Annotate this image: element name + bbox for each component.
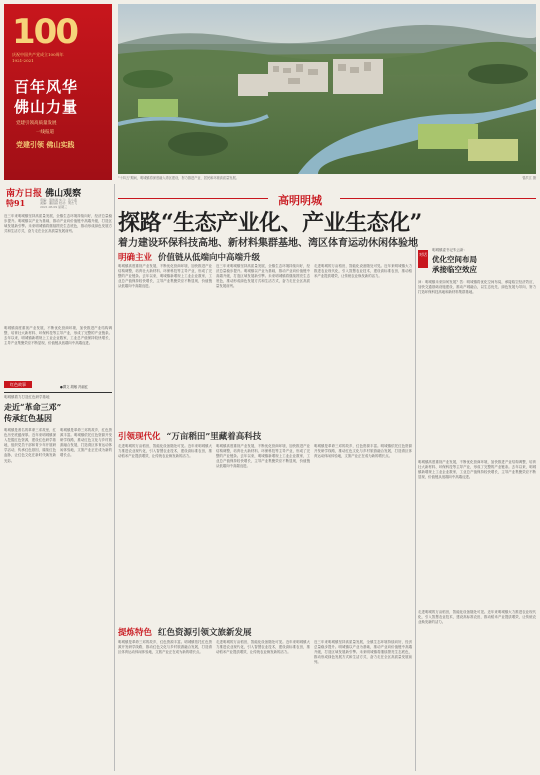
- banner-slogan: 党建引领 佛山实践: [16, 140, 75, 149]
- editor-meta: 责编：蔡伟鸿 实习：张小燕 美编：潘昌超 校对：周志飞 2021.06.09 星期三: [40, 198, 77, 209]
- left-body-1: 明城镇是著名的革命三邓故里，红色历史底蕴深厚。近年来明城镇深入挖掘红色资源，建设红色研学基地，组织党员干部和青少年开展研学活动，传承红色基因，赓续红色血脉，让红色文化在新时代焕发新光彩。: [4, 428, 56, 463]
- interview-body-3: 走进明城的万亩稻田，智能化设备随处可见。近年来明城镇大力推进农业现代化，引入智慧农业技术，建设高标准农田，推动稻米产业提质增效，让传统农业焕发新的活力。: [418, 610, 536, 625]
- section-2-col3: 明城镇是革命三邓的故乡，红色资源丰富。明城镇依托红色资源开发研学线路，推动红色文化与乡村旅游融合发展，打造湾区体育运动休闲体验地，文旅产业正在成为新的增长点。: [314, 444, 412, 459]
- kicker-rule-right: [340, 198, 536, 199]
- interview-title-1: 优化空间布局: [432, 255, 477, 264]
- section-3-col1: 明城镇是革命三邓的故乡，红色资源丰富。明城镇依托红色资源开发研学线路，推动红色文化与乡村旅游融合发展，打造湾区体育运动休闲体验地，文旅产业正在成为新的增长点。: [118, 640, 212, 655]
- section-2-title: 引领现代化 “万亩稻田”里藏着高科技: [118, 432, 262, 442]
- divider: [4, 392, 112, 393]
- section-3-col3: 近三年来明城镇坚持高质量发展，全镇生态环境持续向好，经济总量稳步提升。明城镇以产业为基础，推动产业向价值链中高端升级，打造区域发展新引擎。未来明城镇将继续擦亮生态底色，推动形成绿色发展方式和生活方式，奋力走在全区高质量发展前列。: [314, 640, 412, 665]
- left-title-2: 传承红色基因: [4, 413, 52, 423]
- left-kicker: 明城镇着力打造红色研学基地: [4, 395, 50, 399]
- section-2-col1: 走进明城的万亩稻田，智能化设备随处可见。近年来明城镇大力推进农业现代化，引入智慧农业技术，建设高标准农田，推动稻米产业提质增效，让传统农业焕发新的活力。: [118, 444, 212, 459]
- left-body-2: 明城镇是革命三邓的故乡，红色资源丰富。明城镇依托红色资源开发研学线路，推动红色文化与乡村旅游融合发展，打造湾区体育运动休闲体验地，文旅产业正在成为新的增长点。: [60, 428, 112, 458]
- banner-subtitle: 庆祝中国共产党成立100周年 1921-2021: [12, 52, 64, 63]
- interview-label: 明城镇委书记朱云新：: [432, 248, 467, 252]
- subheadline: 着力建设环保科技高地、新材料集群基地、湾区体育运动休闲体验地: [118, 238, 418, 249]
- kicker: 高明明城: [278, 194, 322, 207]
- aerial-landscape-image: [118, 4, 536, 174]
- interview-body-2: 明城镇高度重视产业发展，不断优化营商环境，加快推进产业结构调整，培育壮大新材料、环保科技等主导产业，形成了完整的产业链条。去年以来，明城镇新增规上工业企业数家，工业总产值保持较快增长，主导产业集聚效应不断显现，价值链从低端向中高端迈进。: [418, 460, 536, 480]
- left-column-rule: [114, 184, 115, 771]
- photo-caption: "十四五"期间，明城镇将深度融入湾区建设，努力推进产业、居民和环境高质量发展。 曾洪江 摄: [118, 176, 536, 180]
- aerial-photo: [118, 4, 536, 174]
- left-title-1: 走近“革命三邓”: [4, 402, 62, 412]
- paper-logo: 南方日报 佛山观察: [6, 189, 82, 199]
- left-feature: [4, 395, 112, 423]
- banner-small-text: 党建引领高质量发展 一线报道: [16, 121, 57, 135]
- kicker-rule-left: [118, 198, 268, 199]
- intro-text: 近三年来明城镇坚持高质量发展，全镇生态环境持续向好，经济总量稳步提升。明城镇以产业为基础，推动产业向价值链中高端升级，打造区域发展新引擎。未来明城镇将继续擦亮生态底色，推动形成绿色发展方式和生活方式，奋力走在全区高质量发展前列。: [4, 214, 112, 234]
- section-3-col2: 走进明城的万亩稻田，智能化设备随处可见。近年来明城镇大力推进农业现代化，引入智慧农业技术，建设高标准农田，推动稻米产业提质增效，让传统农业焕发新的活力。: [216, 640, 310, 655]
- author-byline: ●撰文 胡敏 冯丽红: [60, 385, 89, 389]
- section-1-title: 明确主业 价值链从低端向中高端升级: [118, 253, 261, 263]
- intro-text-2: 明城镇高度重视产业发展，不断优化营商环境，加快推进产业结构调整，培育壮大新材料、环保科技等主导产业，形成了完整的产业链条。去年以来，明城镇新增规上工业企业数家，工业总产值保持较快增长，主导产业集聚效应不断显现，价值链从低端向中高端迈进。: [4, 326, 112, 346]
- interview-title-2: 承接临空效应: [432, 265, 477, 274]
- right-column-rule: [415, 246, 416, 771]
- section-1-col1: 明城镇高度重视产业发展，不断优化营商环境，加快推进产业结构调整，培育壮大新材料、环保科技等主导产业，形成了完整的产业链条。去年以来，明城镇新增规上工业企业数家，工业总产值保持较快增长，主导产业集聚效应不断显现，价值链从低端向中高端迈进。: [118, 264, 212, 289]
- issue-number: 特91: [6, 198, 26, 208]
- red-story-badge: 红色故事: [4, 381, 32, 388]
- section-3-title: 提炼特色 红色资源引领文旅新发展: [118, 628, 252, 638]
- section-1-col3: 走进明城的万亩稻田，智能化设备随处可见。近年来明城镇大力推进农业现代化，引入智慧农业技术，建设高标准农田，推动稻米产业提质增效，让传统农业焕发新的活力。: [314, 264, 412, 279]
- main-headline: 探路“生态产业化、产业生态化”: [118, 210, 422, 236]
- centenary-banner: [4, 4, 112, 180]
- photo-credit: 曾洪江 摄: [522, 176, 536, 180]
- centenary-logo: 100: [12, 12, 77, 52]
- section-1-col2: 近三年来明城镇坚持高质量发展，全镇生态环境持续向好，经济总量稳步提升。明城镇以产业为基础，推动产业向价值链中高端升级，打造区域发展新引擎。未来明城镇将继续擦亮生态底色，推动形成绿色发展方式和生活方式，奋力走在全区高质量发展前列。: [216, 264, 310, 289]
- banner-title-line1: 百年风华: [14, 78, 79, 96]
- banner-title-line2: 佛山力量: [14, 98, 79, 116]
- section-2-col2: 明城镇高度重视产业发展，不断优化营商环境，加快推进产业结构调整，培育壮大新材料、环保科技等主导产业，形成了完整的产业链条。去年以来，明城镇新增规上工业企业数家，工业总产值保持较快增长，主导产业集聚效应不断显现，价值链从低端向中高端迈进。: [216, 444, 310, 469]
- paper-masthead: [4, 184, 112, 210]
- interview-body-1: 问：明城镇未来如何发展？答：明城镇将优化空间布局，承接临空经济效应，加快交通基础设施建设，推动产城融合，以生态优先、绿色发展为导向，努力打造环保科技高地和新材料集群基地。: [418, 280, 536, 295]
- interview-tag: 对话: [418, 250, 428, 268]
